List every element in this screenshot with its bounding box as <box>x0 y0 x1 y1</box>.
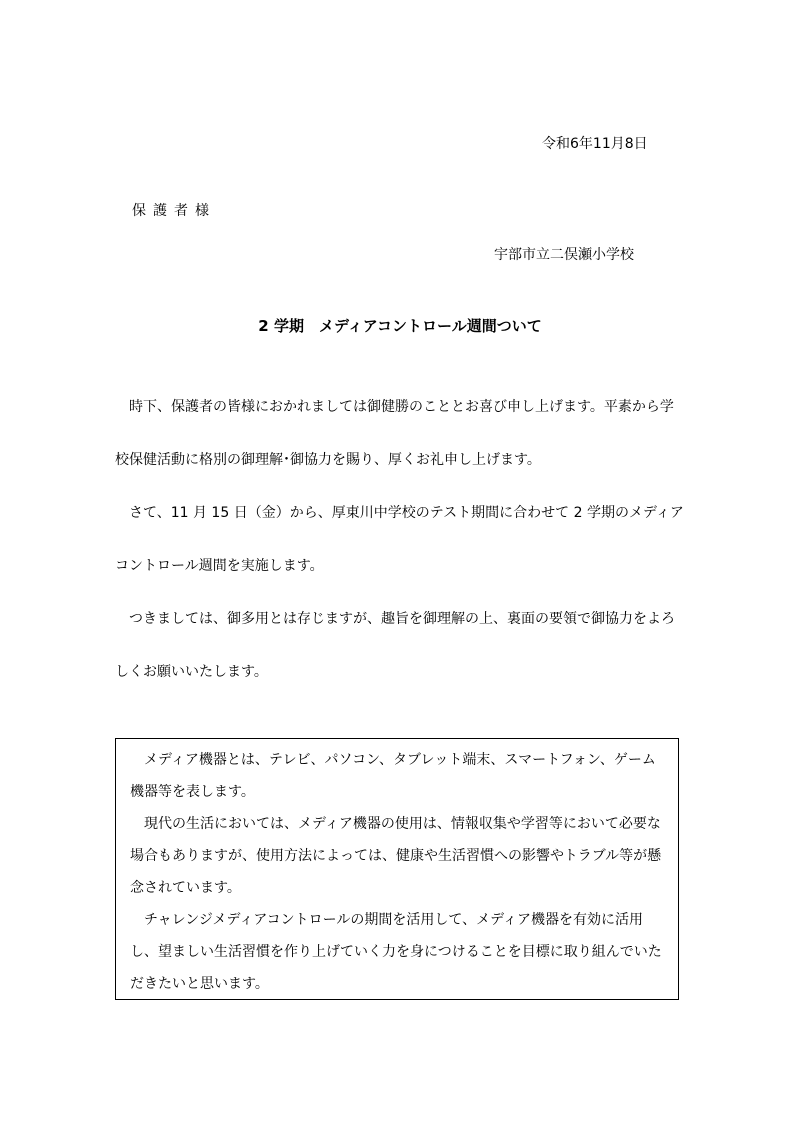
media-info-box <box>115 738 679 1000</box>
body-paragraph-request: つきましては、御多用とは存じますが、趣旨を御理解の上、裏面の要領で御協力をよろしくお願いいたします。 <box>115 611 675 680</box>
recipient-salutation: 保護者様 <box>132 203 216 219</box>
document-title: 2 学期 メディアコントロール週間ついて <box>258 317 542 335</box>
info-paragraph-definition: メディア機器とは、テレビ、パソコン、タブレット端末、スマートフォン、ゲーム機器等を表します。 <box>130 752 656 800</box>
letter-body <box>115 381 685 699</box>
body-paragraph-greeting: 時下、保護者の皆様におかれましては御健勝のこととお喜び申し上げます。平素から学校保健活動に格別の御理解･御協力を賜り、厚くお礼申し上げます。 <box>115 399 674 468</box>
sender-school-name: 宇部市立二俣瀬小学校 <box>494 247 634 263</box>
body-paragraph-announcement: さて、11 月 15 日（金）から、厚東川中学校のテスト期間に合わせて 2 学期のメディアコントロール週間を実施します。 <box>115 505 684 574</box>
letter-date: 令和6年11月8日 <box>542 136 648 152</box>
info-paragraph-concerns: 現代の生活においては、メディア機器の使用は、情報収集や学習等において必要な場合もありますが、使用方法によっては、健康や生活習慣への影響やトラブル等が懸念されています。 <box>130 816 662 896</box>
info-paragraph-goal: チャレンジメディアコントロールの期間を活用して、メディア機器を有効に活用し、望ましい生活習慣を作り上げていく力を身につけることを目標に取り組んでいただきたいと思います。 <box>130 912 662 992</box>
